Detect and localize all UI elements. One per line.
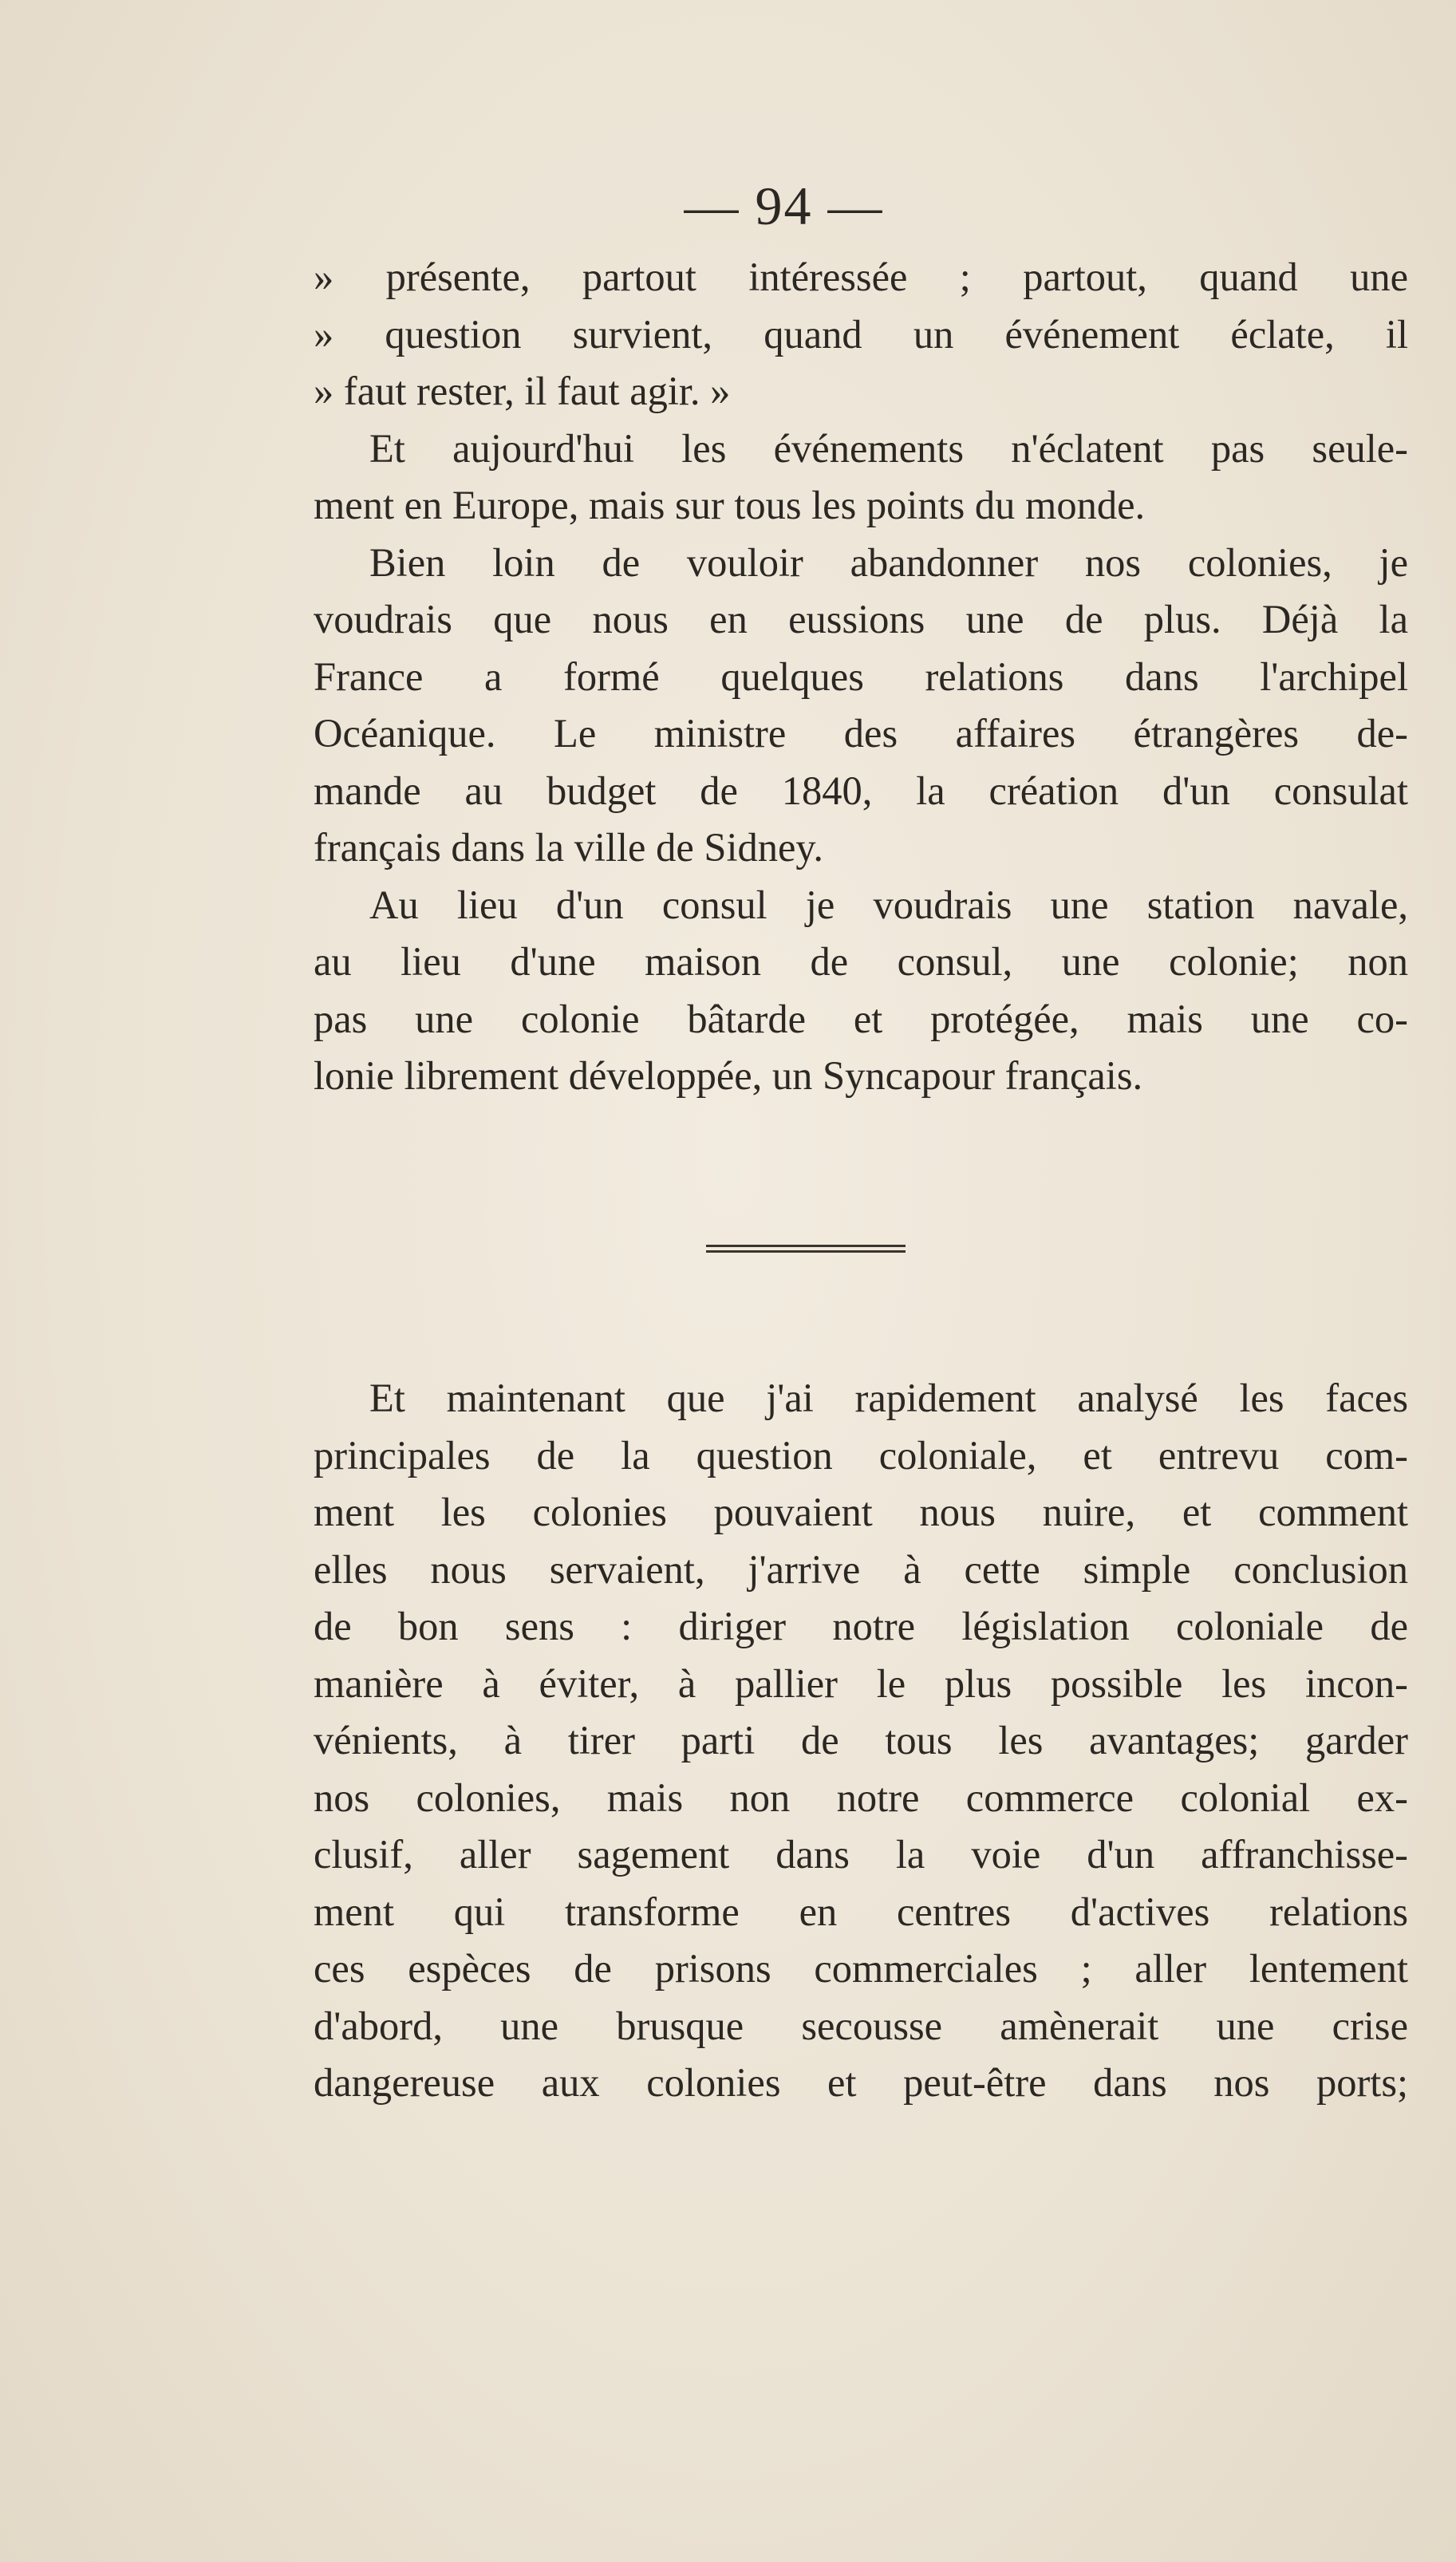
text-line: principales de la question coloniale, et entrevu com- [314, 1432, 1408, 1478]
section-divider [706, 1245, 906, 1253]
text-line: nos colonies, mais non notre commerce colonial ex- [314, 1774, 1408, 1820]
text-line: au lieu d'une maison de consul, une colonie; non [314, 939, 1408, 984]
text-line: clusif, aller sagement dans la voie d'un affranchisse- [314, 1832, 1408, 1877]
text-line: dangereuse aux colonies et peut-être dans nos ports; [314, 2060, 1408, 2105]
text-line: » faut rester, il faut agir. » [314, 369, 731, 413]
text-line: mande au budget de 1840, la création d'un consulat [314, 768, 1408, 813]
text-line: pas une colonie bâtarde et protégée, mais une co- [314, 996, 1408, 1041]
divider-rule-top [706, 1245, 906, 1247]
divider-rule-bottom [706, 1250, 906, 1253]
text-line: manière à éviter, à pallier le plus possible les incon- [314, 1660, 1408, 1706]
text-line: Bien loin de vouloir abandonner nos colonies, je [369, 539, 1408, 585]
text-line: voudrais que nous en eussions une de plus. Déjà la [314, 597, 1408, 641]
text-line: elles nous servaient, j'arrive à cette simple conclusion [314, 1546, 1408, 1592]
text-line: d'abord, une brusque secousse amènerait une crise [314, 2003, 1408, 2048]
text-line: France a formé quelques relations dans l'archipel [314, 653, 1408, 699]
text-line: de bon sens : diriger notre législation coloniale de [314, 1604, 1408, 1648]
text-line: Au lieu d'un consul je voudrais une station navale, [369, 882, 1408, 927]
text-line: vénients, à tirer parti de tous les avantages; garder [314, 1718, 1408, 1763]
text-line: » présente, partout intéressée ; partout, quand une [314, 255, 1408, 299]
text-line: français dans la ville de Sidney. [314, 825, 823, 870]
text-line: Et aujourd'hui les événements n'éclatent pas seule- [369, 425, 1408, 471]
text-line: ment qui transforme en centres d'actives relations [314, 1889, 1408, 1934]
text-line: Et maintenant que j'ai rapidement analysé les faces [369, 1376, 1408, 1420]
text-line: Océanique. Le ministre des affaires étrangères de- [314, 711, 1408, 756]
text-line: ces espèces de prisons commerciales ; aller lentement [314, 1946, 1408, 1991]
text-line: » question survient, quand un événement éclate, il [314, 311, 1408, 357]
text-block-upper [314, 249, 1408, 1105]
text-line: ment en Europe, mais sur tous les points du monde. [314, 483, 1146, 527]
text-line: ment les colonies pouvaient nous nuire, et comment [314, 1490, 1408, 1534]
text-line: lonie librement développée, un Syncapour français. [314, 1053, 1143, 1098]
text-block-lower [314, 1370, 1408, 2112]
page-number: — 94 — [684, 176, 884, 236]
